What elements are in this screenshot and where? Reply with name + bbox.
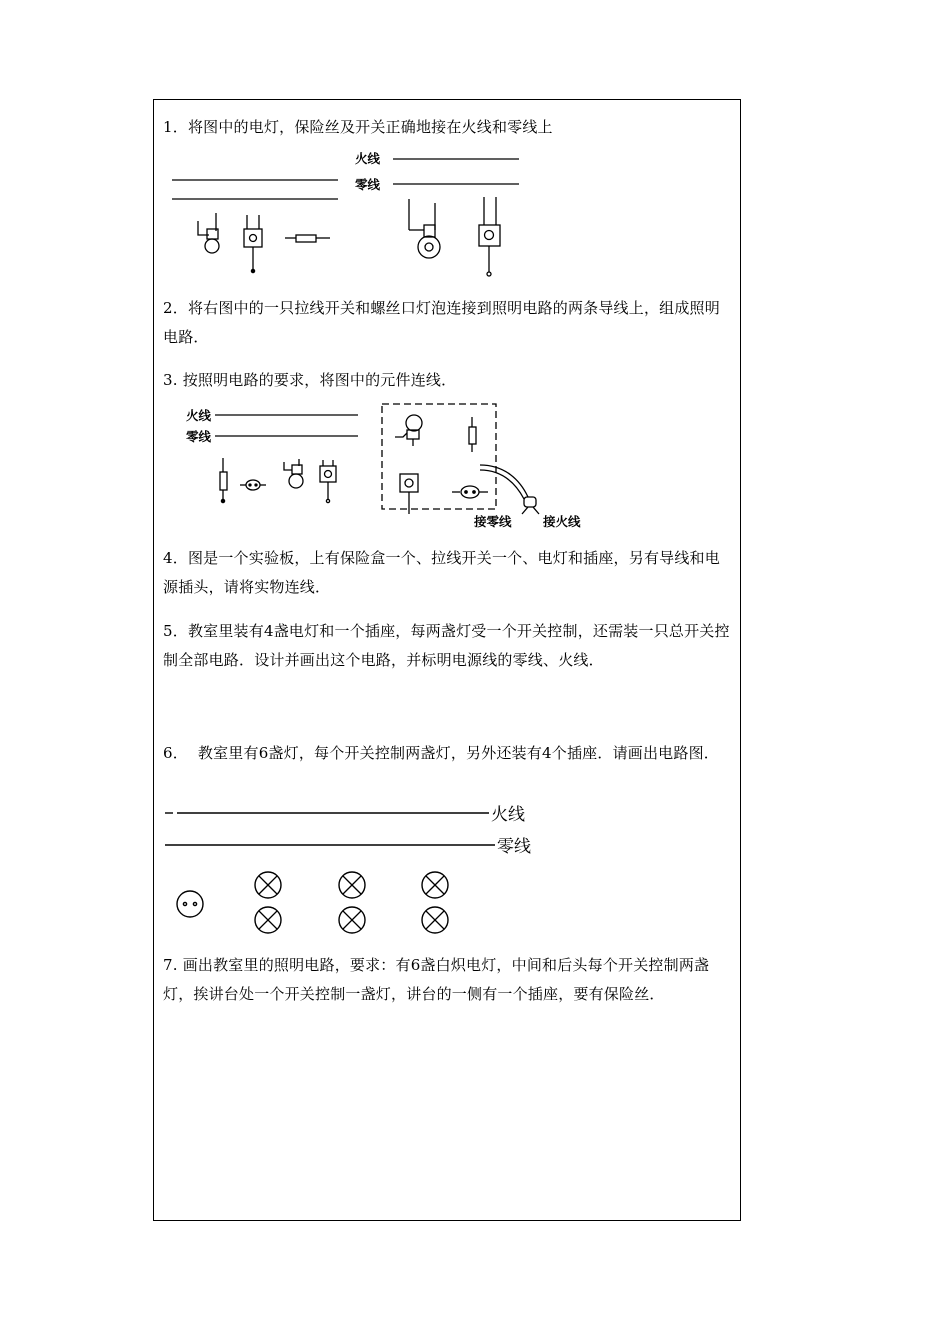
live-wire-label-q3: 火线: [186, 408, 212, 423]
question-number: 1．: [163, 118, 188, 136]
lamp-icon: [422, 872, 448, 898]
question-text: 画出教室里的照明电路，要求：有6盏白炽电灯，中间和后头每个开关控制两盏灯，挨讲台处一个开关控制一盏灯，讲台的一侧有一个插座，要有保险丝．: [163, 956, 710, 1003]
question-text: 将右图中的一只拉线开关和螺丝口灯泡连接到照明电路的两条导线上，组成照明电路．: [163, 299, 720, 346]
lamp-icon: [339, 907, 365, 933]
connect-neutral-label: 接零线: [474, 514, 512, 529]
live-wire-label: 火线: [355, 151, 381, 166]
question-number: 3.: [163, 371, 178, 389]
question-number: 2．: [163, 299, 188, 317]
lamp-icon: [255, 872, 281, 898]
question-number: 5．: [163, 622, 188, 640]
question-text: 教室里有6盏灯，每个开关控制两盏灯，另外还装有4个插座．请画出电路图．: [197, 744, 719, 762]
question-number: 4．: [163, 549, 188, 567]
live-wire-label-q6: 火线: [491, 805, 525, 825]
neutral-wire-label-q3: 零线: [186, 429, 212, 444]
neutral-wire-label-q6: 零线: [497, 837, 531, 857]
question-number: 6．: [163, 744, 188, 762]
question-text: 图是一个实验板，上有保险盒一个、拉线开关一个、电灯和插座，另有导线和电源插头，请将实物连线．: [163, 549, 720, 596]
question-text: 教室里装有4盏电灯和一个插座，每两盏灯受一个开关控制，还需装一只总开关控制全部电路．设计并画出这个电路，并标明电源线的零线、火线．: [163, 622, 730, 669]
question-number: 7.: [163, 956, 178, 974]
lamp-icon: [255, 907, 281, 933]
connect-live-label: 接火线: [543, 514, 581, 529]
question-7: [163, 951, 735, 1009]
neutral-wire-label: 零线: [355, 177, 381, 192]
lamp-icon: [422, 907, 448, 933]
lamp-icon: [339, 872, 365, 898]
question-text: 将图中的电灯，保险丝及开关正确地接在火线和零线上: [187, 118, 553, 136]
question-text: 按照明电路的要求，将图中的元件连线．: [182, 371, 457, 389]
